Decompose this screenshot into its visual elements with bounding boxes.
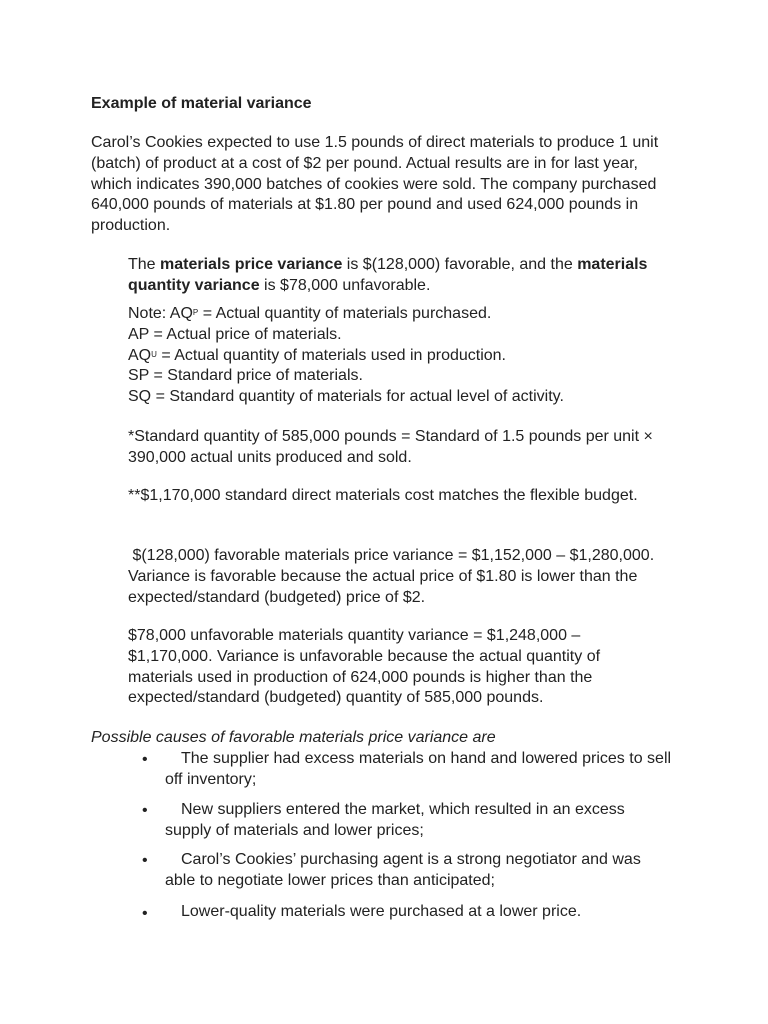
notation-notes: [128, 304, 668, 408]
cause-item-4: Lower-quality materials were purchased at a lower price.: [181, 903, 582, 920]
note-aqu-superscript: U: [151, 349, 157, 359]
price-variance-explanation: $(128,000) favorable materials price variance = $1,152,000 – $1,280,000. Variance is favorable because the actual price of $1.80 is lower than the expected/standard (budgeted) price of $2.: [128, 547, 659, 606]
document-title: Example of material variance: [91, 95, 312, 112]
cause-item-3: Carol’s Cookies’ purchasing agent is a strong negotiator and was able to negotiate lower prices than anticipated;: [165, 851, 641, 889]
note-ap: AP = Actual price of materials.: [128, 325, 342, 343]
bullet-icon: •: [142, 802, 148, 819]
variance-summary: [128, 255, 663, 297]
footnote-standard-quantity: *Standard quantity of 585,000 pounds = Standard of 1.5 pounds per unit × 390,000 actual units produced and sold.: [128, 428, 653, 466]
cause-item-2: New suppliers entered the market, which resulted in an excess supply of materials and lower prices;: [165, 801, 625, 839]
causes-heading: Possible causes of favorable materials price variance are: [91, 729, 496, 746]
intro-paragraph: Carol’s Cookies expected to use 1.5 pounds of direct materials to produce 1 unit (batch) of product at a cost of $2 per pound. Actual results are in for last year, which indicates 390,000 batches of cookies were sold. The company purchased 640,000 pounds of materials at $1.80 per pound and used 624,000 pounds in production.: [91, 134, 659, 234]
cause-item-1: The supplier had excess materials on hand and lowered prices to sell off inventory;: [165, 750, 672, 788]
price-variance-term: materials price variance: [160, 256, 343, 273]
footnote-standard-cost: **$1,170,000 standard direct materials cost matches the flexible budget.: [128, 487, 638, 504]
note-aqp-superscript: P: [192, 308, 199, 317]
bullet-icon: •: [142, 905, 148, 922]
summary-text-3: is $78,000 unfavorable.: [259, 276, 431, 294]
quantity-variance-explanation: $78,000 unfavorable materials quantity variance = $1,248,000 – $1,170,000. Variance is unfavorable because the actual quantity of materials used in production of 624,000 pounds is higher than the expected/standard (budgeted) quantity of 585,000 pounds.: [128, 627, 601, 707]
note-sq: SQ = Standard quantity of materials for actual level of activity.: [128, 388, 564, 405]
note-aqp-label: Note: AQ: [128, 305, 193, 322]
note-aqp: [128, 304, 668, 325]
note-sp: SP = Standard price of materials.: [128, 367, 363, 385]
note-aqu-definition: = Actual quantity of materials used in production.: [156, 346, 506, 364]
summary-text-2: is $(128,000) favorable, and the: [342, 256, 578, 273]
note-aqp-definition: = Actual quantity of materials purchased.: [198, 305, 492, 322]
summary-text-1: The: [128, 256, 161, 273]
note-aqu-label: AQ: [128, 346, 152, 364]
note-aqu: [128, 346, 668, 367]
bullet-icon: •: [142, 751, 148, 768]
quantity-variance-term: materials quantity variance: [128, 256, 648, 294]
bullet-icon: •: [142, 852, 148, 869]
